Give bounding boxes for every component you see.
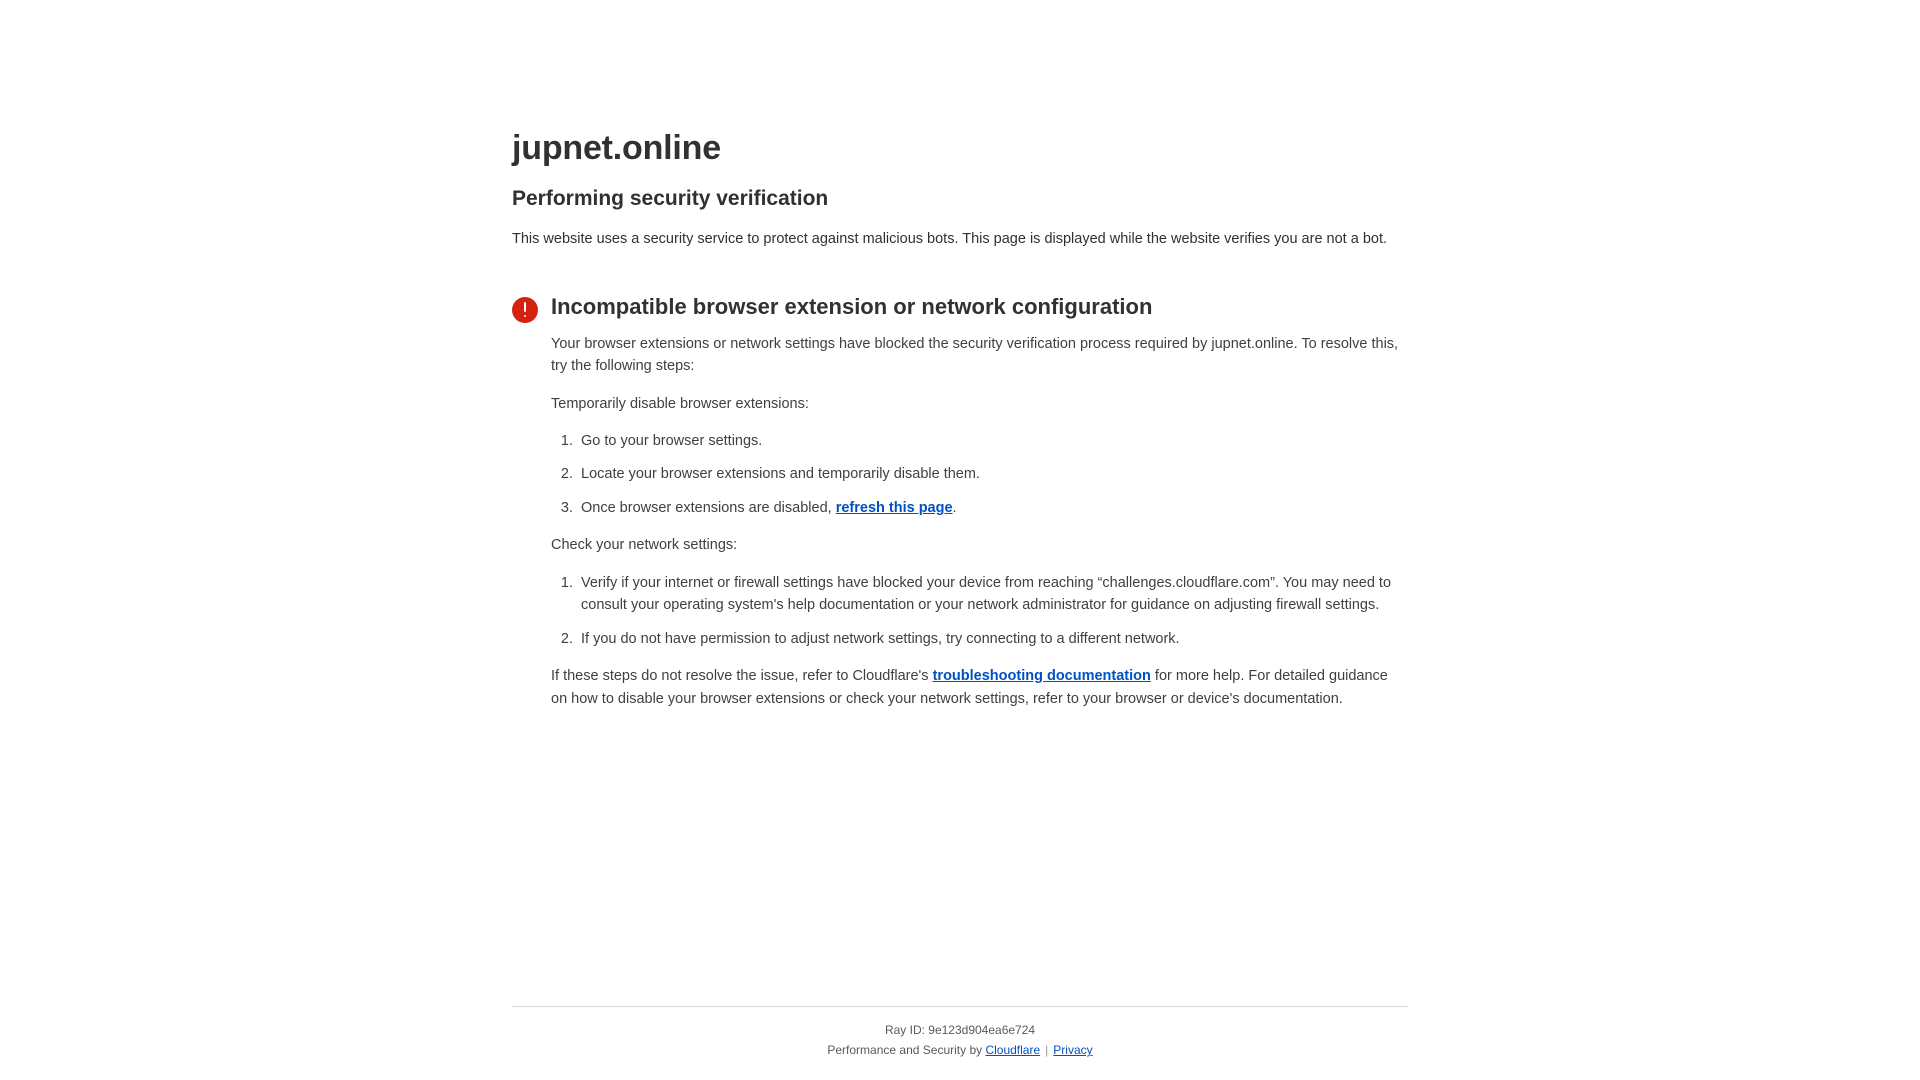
list-item — [577, 430, 1408, 452]
closing-text — [551, 665, 1408, 710]
ray-id: Ray ID: 9e123d904ea6e724 — [884, 1023, 1036, 1037]
list-item — [577, 572, 1408, 617]
performance-line — [512, 1041, 1408, 1059]
error-header — [512, 293, 1408, 323]
list-item — [577, 628, 1408, 650]
closing-text-before: If these steps do not resolve the issue, refer to Cloudflare's — [551, 668, 933, 685]
extension-steps-list — [551, 430, 1408, 519]
footer-separator: | — [1045, 1043, 1049, 1057]
step-text: Locate your browser extensions and temporarily disable them. — [581, 466, 980, 483]
error-block — [512, 293, 1408, 711]
page-title: jupnet.online — [512, 129, 721, 167]
list-item — [577, 497, 1408, 519]
performance-prefix: Performance and Security by — [827, 1043, 986, 1057]
step-text-after: . — [952, 499, 957, 516]
network-steps-list — [551, 572, 1408, 650]
cloudflare-link[interactable]: Cloudflare — [985, 1043, 1041, 1057]
extensions-heading: Temporarily disable browser extensions: — [551, 395, 809, 412]
privacy-link[interactable]: Privacy — [1053, 1043, 1093, 1057]
closing-text-after: for more help. For detailed guidance on how to disable your browser extensions or check your network settings, refer to your browser or device's documentation. — [551, 668, 1388, 707]
step-text: Verify if your internet or firewall settings have blocked your device from reaching “challenges.cloudflare.com”. You may need to consult your operating system's help documentation or your network administrator for guidance on adjusting firewall settings. — [581, 574, 1392, 614]
step-text: Once browser extensions are disabled, — [581, 499, 836, 516]
intro-text: This website uses a security service to protect against malicious bots. This page is displayed while the website verifies you are not a bot. — [512, 231, 1387, 248]
alert-circle-icon — [512, 297, 538, 323]
step-text: Go to your browser settings. — [581, 432, 763, 449]
page-footer — [512, 1006, 1408, 1059]
error-title: Incompatible browser extension or network configuration — [551, 293, 1153, 319]
page-subtitle: Performing security verification — [512, 186, 829, 210]
main-content — [512, 0, 1408, 725]
network-heading: Check your network settings: — [551, 537, 738, 554]
step-text: If you do not have permission to adjust network settings, try connecting to a different network. — [581, 630, 1180, 647]
refresh-page-link[interactable]: refresh this page — [835, 499, 953, 516]
list-item — [577, 463, 1408, 485]
troubleshooting-documentation-link[interactable]: troubleshooting documentation — [932, 668, 1151, 685]
error-body — [551, 333, 1408, 711]
error-description: Your browser extensions or network settings have blocked the security verification process required by jupnet.online. To resolve this, try the following steps: — [551, 335, 1399, 375]
